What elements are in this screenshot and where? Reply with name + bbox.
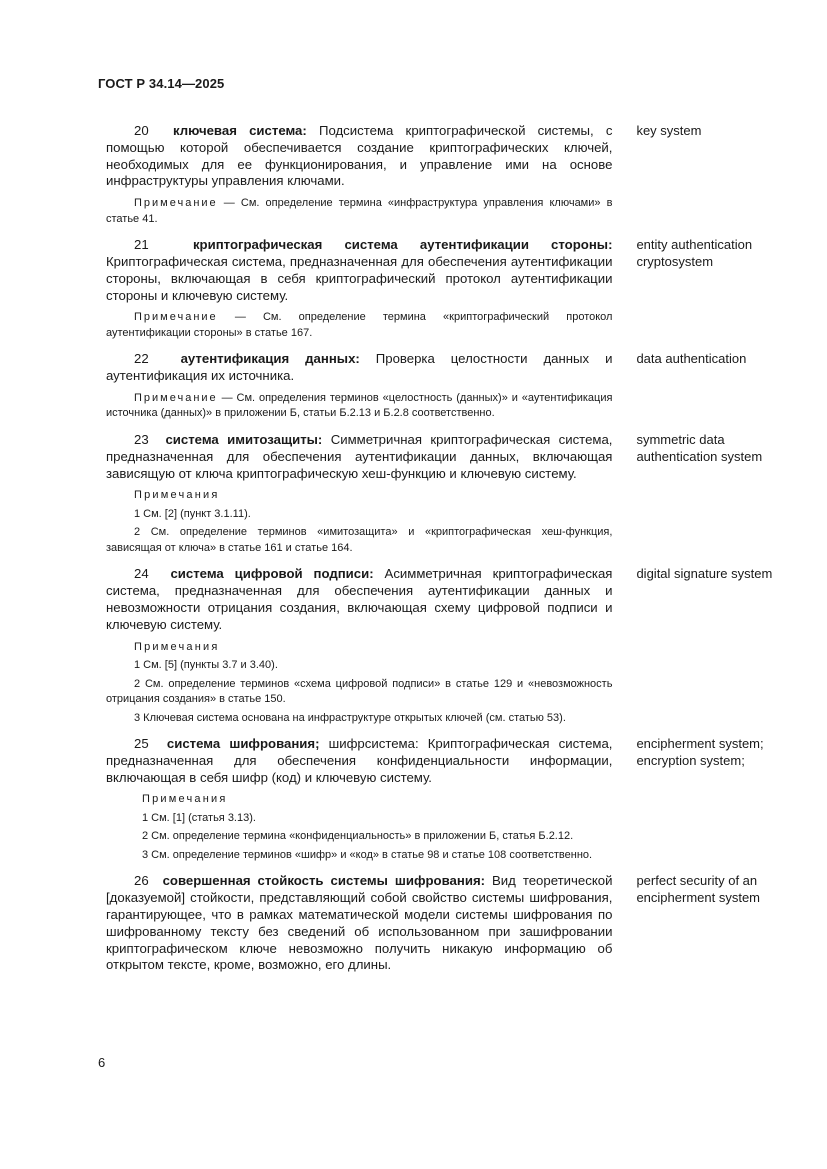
term-definition: 26 совершенная стойкость системы шифрования: Вид теоретической [доказуемой] стойкости, представляющий собой свойство системы шифрования, гарантирующее, что в рамках математической модели системы шифрования по шифрованному тексту без сведений об использованном при зашифровании криптографическом ключе невозможно получить никакую информацию об открытом тексте, кроме, возможно, его длины. bbox=[106, 873, 613, 973]
term-note: 3 См. определение терминов «шифр» и «код» в статье 98 и статье 108 соответственно. bbox=[142, 848, 593, 861]
term-name: ключевая система: bbox=[173, 123, 307, 138]
term-list bbox=[106, 123, 786, 974]
english-equivalent: symmetric data authentication system bbox=[636, 431, 763, 464]
document-header: ГОСТ Р 34.14—2025 bbox=[98, 76, 225, 91]
term-name: совершенная стойкость системы шифрования: bbox=[162, 873, 486, 889]
english-equivalent: perfect security of an encipherment system bbox=[636, 873, 761, 906]
term-entry-26 bbox=[106, 873, 786, 974]
english-equivalent: encipherment system; encryption system; bbox=[636, 736, 764, 768]
term-definition: 23 система имитозащиты: Симметричная криптографическая система, предназначенная для обеспечения аутентификации данных, включающая зависящую от ключа криптографическую хеш-функцию и ключевую систему. bbox=[106, 431, 613, 481]
term-entry-25 bbox=[106, 736, 786, 863]
english-equivalent: data authentication bbox=[636, 351, 747, 367]
term-entry-21 bbox=[106, 237, 786, 341]
term-note: Примечание — См. определение термина «криптографический протокол аутентификации стороны» в статье 167. bbox=[106, 311, 613, 339]
term-name: аутентификация данных: bbox=[180, 351, 360, 367]
term-name: криптографическая система аутентификации стороны: bbox=[192, 237, 613, 253]
term-note: 2 См. определение терминов «схема цифровой подписи» в статье 129 и «невозможность отрицания создания» в статье 150. bbox=[106, 677, 613, 706]
term-note: 1 См. [5] (пункты 3.7 и 3.40). bbox=[134, 659, 278, 672]
notes-title: Примечания bbox=[134, 489, 220, 502]
term-note: 3 Ключевая система основана на инфраструктуре открытых ключей (см. статью 53). bbox=[134, 711, 566, 724]
term-name: система имитозащиты: bbox=[165, 431, 323, 447]
term-entry-23 bbox=[106, 432, 786, 556]
term-definition: 22 аутентификация данных: Проверка целостности данных и аутентификация их источника. bbox=[106, 351, 613, 384]
term-entry-20 bbox=[106, 123, 786, 227]
term-definition: 21 криптографическая система аутентификации стороны: Криптографическая система, предназначенная для обеспечения аутентификации стороны, включающая в себя криптографический протокол аутентификации стороны и ключевую систему. bbox=[106, 237, 613, 303]
term-definition: 24 система цифровой подписи: Асимметричная криптографическая система, предназначенная для обеспечения аутентификации данных и невозможности отрицания создания, включающая схему цифровой подписи и ключевую систему. bbox=[106, 566, 613, 632]
english-equivalent: entity authentication cryptosystem bbox=[636, 237, 753, 269]
term-definition: 20 ключевая система: Подсистема криптографической системы, с помощью которой обеспечивается создание криптографических ключей, необходимых для ее функционирования, и управление ими на основе инфраструктуры управления ключами. bbox=[106, 123, 613, 189]
term-note: 2 См. определение терминов «имитозащита» и «криптографическая хеш-функция, зависящая от ключа» в статье 161 и статье 164. bbox=[106, 526, 613, 554]
term-note: Примечание — См. определение термина «инфраструктура управления ключами» в статье 41. bbox=[106, 197, 613, 225]
notes-title: Примечания bbox=[134, 640, 220, 653]
term-name: система шифрования; bbox=[166, 736, 320, 752]
notes-title: Примечания bbox=[142, 793, 228, 806]
term-name: система цифровой подписи: bbox=[170, 566, 374, 582]
page-number: 6 bbox=[98, 1055, 106, 1070]
term-note: 1 См. [1] (статья 3.13). bbox=[142, 811, 256, 824]
english-equivalent: key system bbox=[636, 123, 702, 138]
term-entry-24 bbox=[106, 566, 786, 726]
term-note: 2 См. определение термина «конфиденциальность» в приложении Б, статья Б.2.12. bbox=[142, 830, 574, 843]
term-note: 1 См. [2] (пункт 3.1.11). bbox=[134, 507, 251, 520]
term-entry-22 bbox=[106, 351, 786, 422]
term-definition: 25 система шифрования; шифрсистема: Криптографическая система, предназначенная для обеспечения конфиденциальности информации, включающая в себя шифр (код) и ключевую систему. bbox=[106, 736, 613, 785]
english-equivalent: digital signature system bbox=[636, 566, 773, 582]
term-note: Примечание — См. определения терминов «целостность (данных)» и «аутентификация источника (данных)» в приложении Б, статьи Б.2.13 и Б.2.8 соответственно. bbox=[106, 391, 613, 420]
